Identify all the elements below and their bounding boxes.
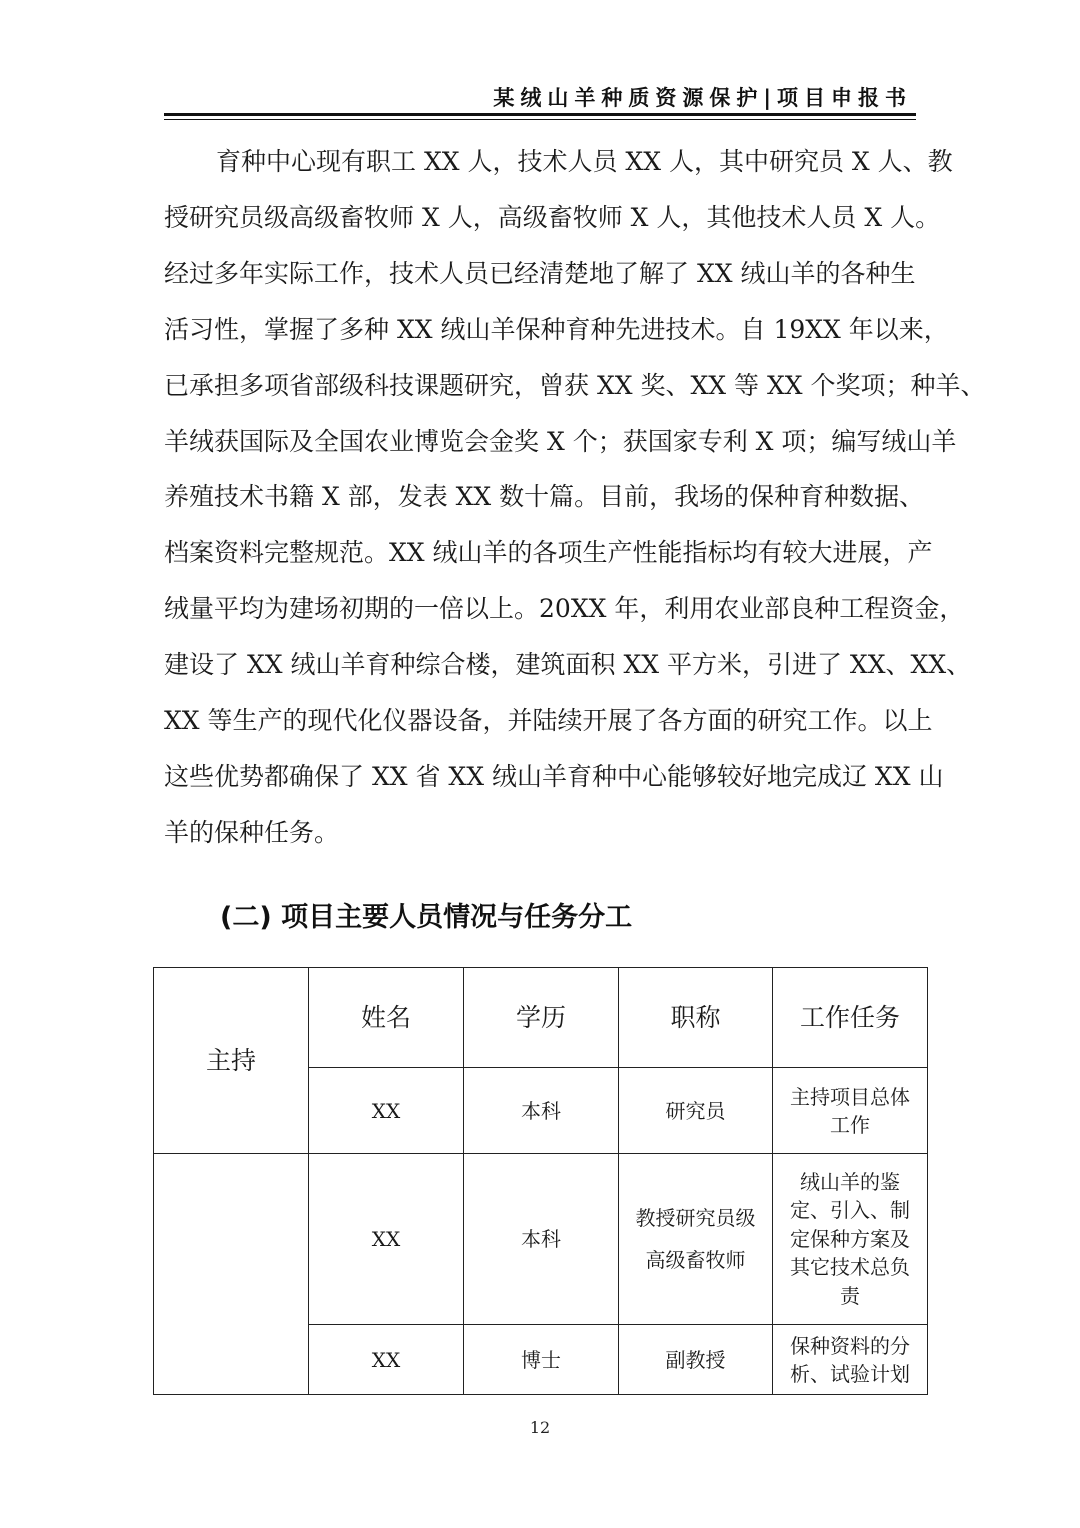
- body-line: 授研究员级高级畜牧师 X 人，高级畜牧师 X 人，其他技术人员 X 人。: [164, 202, 941, 232]
- body-line: 经过多年实际工作，技术人员已经清楚地了解了 XX 绒山羊的各种生: [164, 258, 916, 288]
- task-line: 责: [840, 1283, 860, 1308]
- body-line: 已承担多项省部级科技课题研究，曾获 XX 奖、XX 等 XX 个奖项；种羊、: [164, 370, 986, 400]
- name-cell: XX: [309, 1325, 464, 1395]
- header-rule-thick: [164, 113, 916, 116]
- task-cell: [773, 1154, 928, 1325]
- task-cell: [773, 1068, 928, 1154]
- title-line: 教授研究员级: [635, 1206, 756, 1230]
- task-line: 析、试验计划: [790, 1361, 910, 1386]
- title-cell: [619, 1068, 773, 1154]
- body-line: 活习性，掌握了多种 XX 绒山羊保种育种先进技术。自 19XX 年以来，: [164, 314, 949, 344]
- staff-table: [153, 967, 928, 1395]
- body-paragraph: [164, 134, 986, 861]
- task-line: 定、引入、制: [790, 1198, 910, 1223]
- header-rule-thin: [164, 119, 916, 120]
- header-title: 某绒山羊种质资源保护|项目申报书: [493, 86, 912, 110]
- section-heading: (二) 项目主要人员情况与任务分工: [220, 902, 633, 933]
- title-line: 高级畜牧师: [645, 1248, 746, 1272]
- task-line: 定保种方案及: [790, 1226, 910, 1251]
- body-line: 绒量平均为建场初期的一倍以上。20XX 年，利用农业部良种工程资金，: [164, 594, 965, 624]
- title-cell: [619, 1325, 773, 1395]
- title-line: 研究员: [665, 1098, 726, 1123]
- empty-role-cell: [154, 1154, 309, 1395]
- body-line: 建设了 XX 绒山羊育种综合楼，建筑面积 XX 平方米，引进了 XX、XX、: [164, 650, 972, 680]
- table-header-row: [154, 968, 928, 1068]
- header-education-cell: 学历: [464, 968, 619, 1068]
- task-line: 保种资料的分: [790, 1333, 910, 1358]
- body-line: 羊绒获国际及全国农业博览会金奖 X 个；获国家专利 X 项；编写绒山羊: [164, 426, 957, 456]
- name-cell: XX: [309, 1068, 464, 1154]
- table-row: [154, 1154, 928, 1325]
- body-line: XX 等生产的现代化仪器设备，并陆续开展了各方面的研究工作。以上: [164, 706, 933, 736]
- title-cell: [619, 1154, 773, 1325]
- header-task-cell: 工作任务: [773, 968, 928, 1068]
- education-cell: 本科: [464, 1068, 619, 1154]
- header-title-cell: 职称: [619, 968, 773, 1068]
- task-line: 其它技术总负: [790, 1255, 910, 1280]
- body-line: 育种中心现有职工 XX 人，技术人员 XX 人，其中研究员 X 人、教: [216, 147, 953, 176]
- header-name-cell: 姓名: [309, 968, 464, 1068]
- task-line: 工作: [830, 1112, 870, 1137]
- task-line: 主持项目总体: [790, 1084, 910, 1109]
- body-line: 羊的保种任务。: [164, 817, 340, 847]
- title-line: 副教授: [665, 1347, 726, 1372]
- name-cell: XX: [309, 1154, 464, 1325]
- education-cell: 本科: [464, 1154, 619, 1325]
- page-number: 12: [529, 1418, 551, 1437]
- education-cell: 博士: [464, 1325, 619, 1395]
- task-line: 绒山羊的鉴: [800, 1169, 900, 1194]
- body-line: 养殖技术书籍 X 部，发表 XX 数十篇。目前，我场的保种育种数据、: [164, 482, 925, 512]
- body-line: 档案资料完整规范。XX 绒山羊的各项生产性能指标均有较大进展，产: [164, 538, 933, 568]
- host-label-cell: 主持: [154, 968, 309, 1154]
- task-cell: [773, 1325, 928, 1395]
- body-line: 这些优势都确保了 XX 省 XX 绒山羊育种中心能够较好地完成辽 XX 山: [164, 761, 944, 791]
